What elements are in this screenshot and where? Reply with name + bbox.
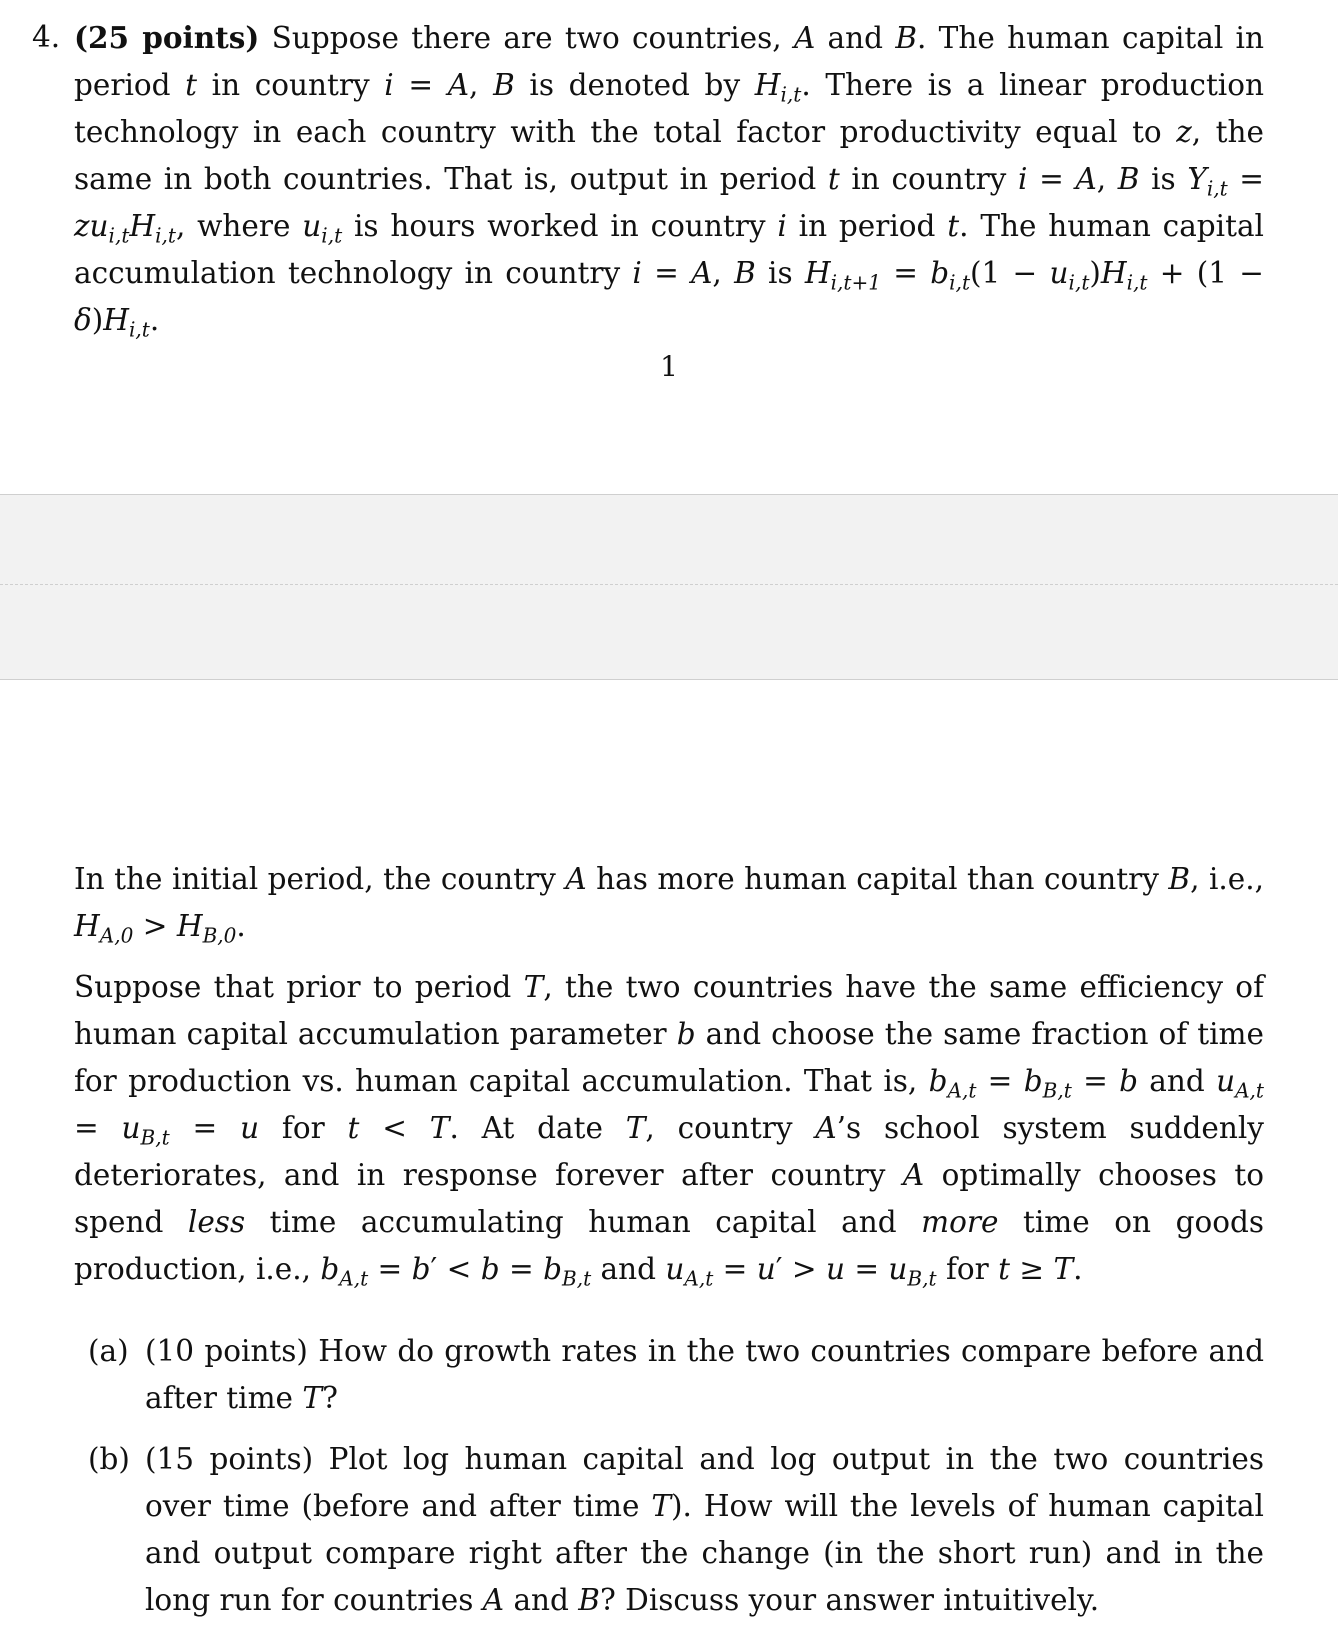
- item-text: How do growth rates in the two countries compare before and after time T?: [145, 1334, 1264, 1415]
- page-break-gap: [0, 494, 1338, 680]
- page-break-divider: [0, 584, 1338, 585]
- item-label: (a): [88, 1334, 129, 1368]
- question-item-b: [88, 1436, 1264, 1624]
- page-number: 1: [660, 350, 678, 383]
- item-points: (10 points): [145, 1334, 308, 1368]
- scenario-paragraph: Suppose that prior to period T, the two countries have the same efficiency of human capital accumulation parameter b and choose the same fraction of time for production vs. human capital accumulation. That is, $b_{A,t} = b_{B,t} = b$ and $u_{A,t} = u_{B,t} = u$ for t < T. At date T, country A’s school system suddenly deteriorates, and in response forever after country A optimally chooses to spend less time accumulating human capital and more time on goods production, i.e., $b_{A,t} = b' < b = b_{B,t}$ and $u_{A,t} = u' > u = u_{B,t}$ for t ≥ T.: [74, 970, 1264, 1291]
- problem-number: 4.: [32, 20, 61, 54]
- item-points: (15 points): [145, 1442, 314, 1476]
- initial-condition-paragraph: In the initial period, the country A has more human capital than country B, i.e., $H_{A,0} > H_{B,0}$.: [74, 862, 1265, 948]
- problem-intro: [32, 14, 1265, 344]
- problem-points: (25 points): [74, 20, 260, 55]
- item-text: Plot log human capital and log output in the two countries over time (before and after time T). How will the levels of human capital and output compare right after the change (in the short run) and in the long run for countries A and B? Discuss your answer intuitively.: [145, 1442, 1264, 1617]
- problem-intro-text: Suppose there are two countries, A and B. The human capital in period t in country i = A, B is denoted by $H_{i,t}$. There is a linear production technology in each country with the total factor productivity equal to z, the same in both countries. That is, output in period t in country i = A, B is $Y_{i,t} = zu_{i,t}H_{i,t}$, where $u_{i,t}$ is hours worked in country i in period t. The human capital accumulation technology in country i = A, B is $H_{i,t+1} = b_{i,t}(1 - u_{i,t})H_{i,t} + (1 - \delta)H_{i,t}$.: [74, 21, 1265, 342]
- item-label: (b): [88, 1442, 130, 1476]
- question-item-a: [88, 1328, 1264, 1422]
